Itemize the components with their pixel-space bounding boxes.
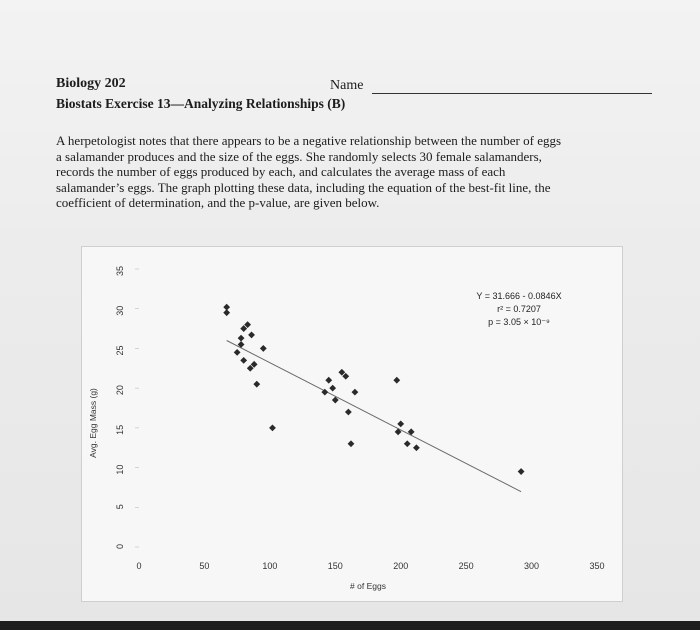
- x-tick-label: 350: [589, 561, 605, 571]
- x-tick-label: 200: [393, 561, 409, 571]
- y-tick-label: 0: [115, 544, 125, 550]
- y-tick-label: 20: [115, 385, 125, 396]
- intro-paragraph: [56, 133, 656, 211]
- data-point: [329, 385, 336, 392]
- data-point: [352, 389, 359, 396]
- p-value: p = 3.05 × 10⁻⁹: [488, 317, 550, 327]
- y-tick-label: 30: [115, 305, 125, 316]
- y-tick-label: 35: [115, 266, 125, 277]
- intro-line: A herpetologist notes that there appears to be a negative relationship between the number of eggs: [56, 133, 562, 148]
- name-blank-line: [372, 93, 652, 94]
- data-point: [240, 357, 247, 364]
- intro-line: records the number of eggs produced by each, and calculates the average mass of each: [56, 164, 506, 179]
- data-point: [223, 304, 230, 311]
- scatter-chart-svg: [82, 247, 622, 601]
- data-point: [413, 444, 420, 451]
- x-tick-label: 250: [458, 561, 474, 571]
- data-point: [238, 335, 245, 342]
- x-axis-label: # of Eggs: [350, 581, 386, 591]
- x-tick-label: 50: [199, 561, 210, 571]
- intro-line: a salamander produces and the size of the eggs. She randomly selects 30 female salamanders,: [56, 148, 542, 164]
- data-point: [248, 332, 255, 339]
- x-axis-ticks: [136, 561, 604, 571]
- x-tick-label: 300: [524, 561, 540, 571]
- name-label: Name: [330, 78, 364, 93]
- data-point: [269, 424, 276, 431]
- data-point: [260, 345, 267, 352]
- bottom-edge-bar: [0, 621, 700, 630]
- data-point: [518, 468, 525, 475]
- data-point: [397, 420, 404, 427]
- intro-line: coefficient of determination, and the p-value, are given below.: [56, 195, 380, 210]
- data-point: [325, 377, 332, 384]
- course-title: Biology 202: [56, 76, 126, 91]
- x-tick-label: 0: [136, 561, 142, 571]
- data-point: [404, 440, 411, 447]
- best-fit-line: [227, 341, 521, 492]
- data-point: [345, 409, 352, 416]
- exercise-title: Biostats Exercise 13—Analyzing Relationships (B): [56, 96, 346, 111]
- y-tick-label: 5: [115, 504, 125, 510]
- data-point: [234, 349, 241, 356]
- scatter-chart: [81, 246, 623, 602]
- regression-equation: Y = 31.666 - 0.0846X: [476, 291, 562, 301]
- y-axis-label: Avg. Egg Mass (g): [88, 388, 98, 458]
- data-point: [348, 440, 355, 447]
- r-squared-value: r² = 0.7207: [497, 304, 541, 314]
- data-point: [253, 381, 260, 388]
- data-point: [393, 377, 400, 384]
- intro-line: salamander’s eggs. The graph plotting these data, including the equation of the best-fit line, the: [56, 179, 551, 195]
- y-tick-label: 15: [115, 424, 125, 435]
- x-tick-label: 100: [262, 561, 278, 571]
- y-axis-ticks: [115, 266, 139, 549]
- x-tick-label: 150: [327, 561, 343, 571]
- data-points: [223, 304, 524, 475]
- y-tick-label: 25: [115, 345, 125, 356]
- y-tick-label: 10: [115, 464, 125, 475]
